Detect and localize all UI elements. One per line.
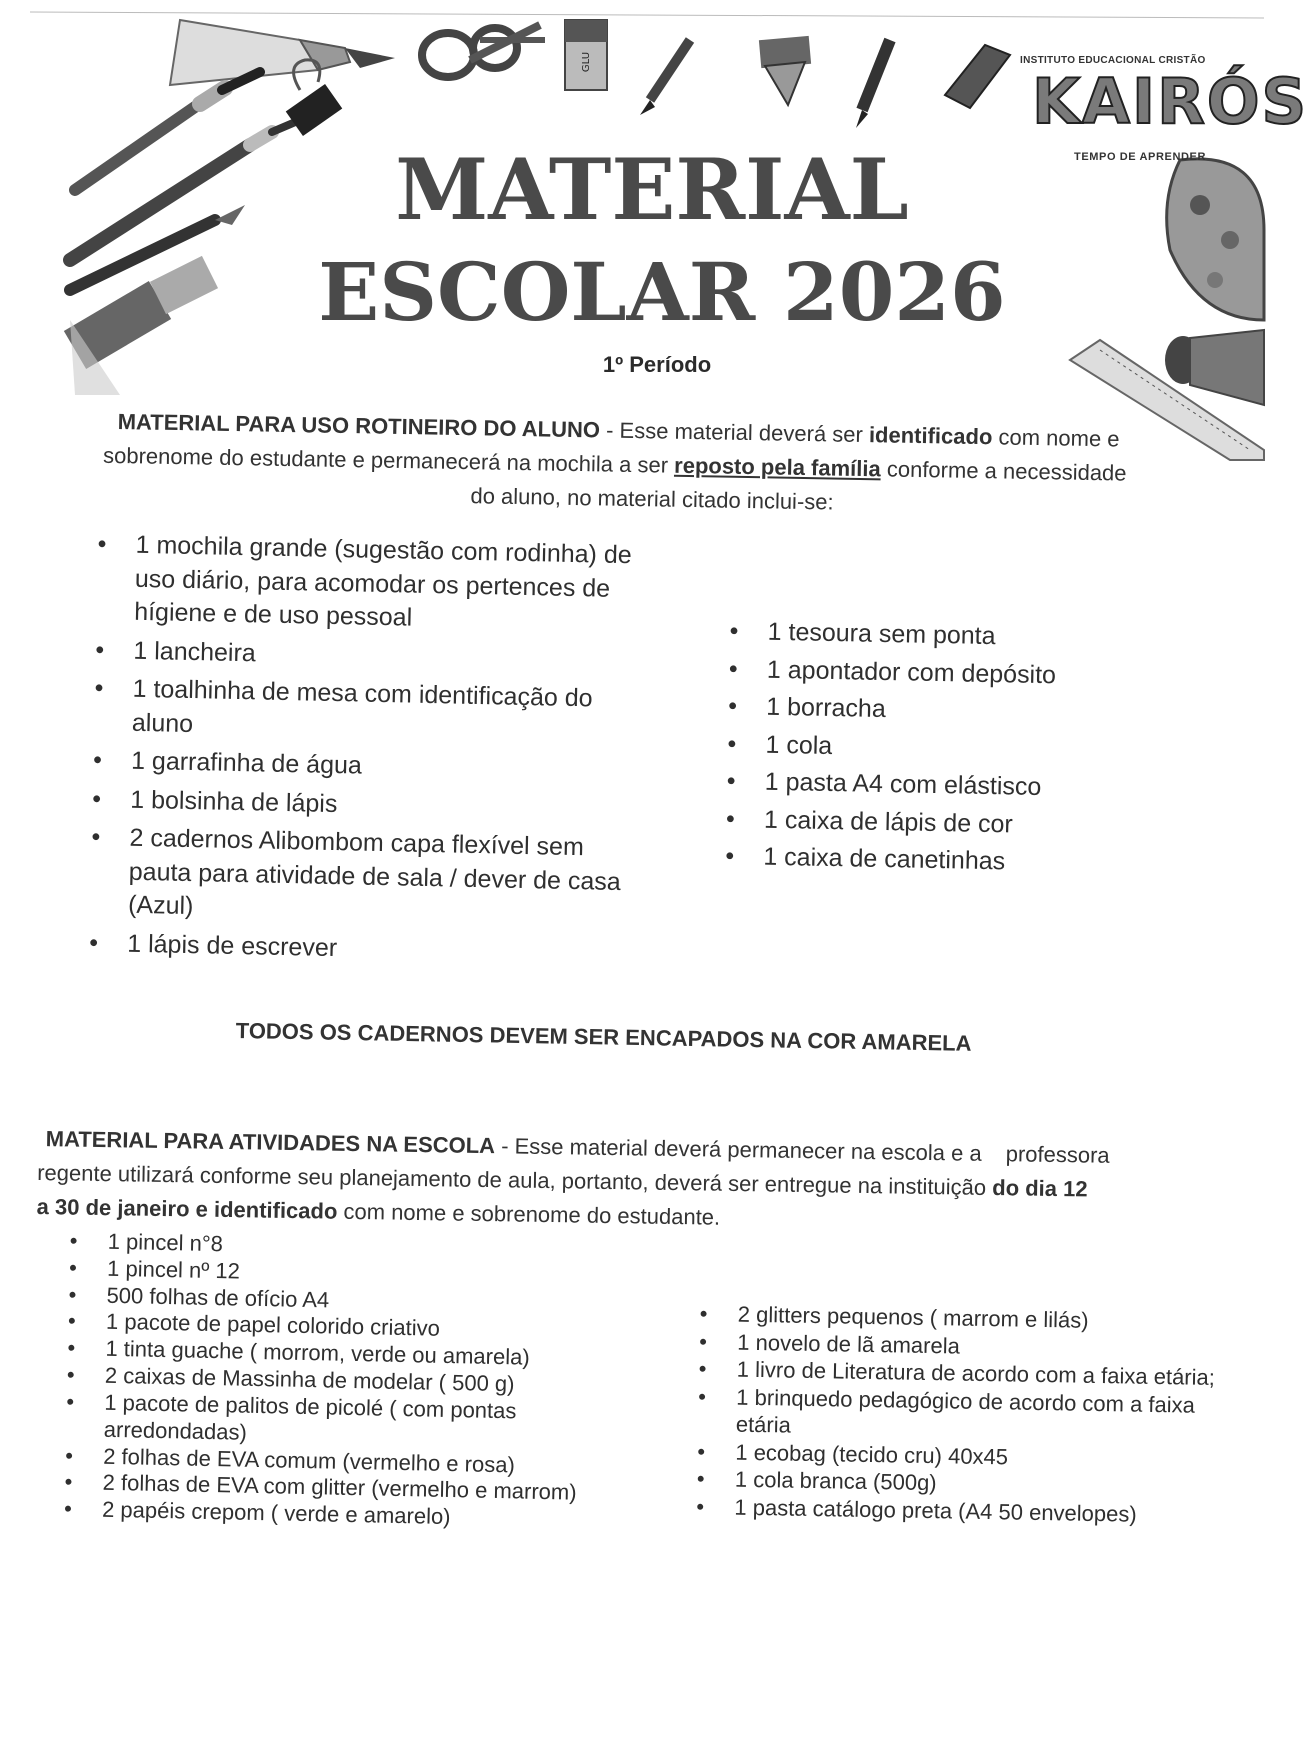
section1-left-list (89, 528, 658, 977)
list-item: • 500 folhas de ofício A4 (68, 1282, 628, 1321)
notebook-cover-notice: TODOS OS CADERNOS DEVEM SER ENCAPADOS NA COR AMARELA (235, 1018, 972, 1056)
list-item: • 1 bolsinha de lápis (92, 782, 653, 827)
section1-heading: MATERIAL PARA USO ROTINEIRO DO ALUNO (117, 408, 601, 443)
glue-stick-icon (565, 20, 607, 90)
section2-left-list (64, 1228, 630, 1535)
list-item: • 2 folhas de EVA com glitter (vermelho e marrom) (64, 1469, 624, 1508)
list-item: • 1 pasta catálogo preta (A4 50 envelopes) (696, 1492, 1216, 1529)
list-item: • 1 garrafinha de água (93, 744, 654, 789)
list-item: • 1 pasta A4 com elástisco (726, 765, 1187, 807)
list-item: • 1 pacote de papel colorido criativo (68, 1308, 628, 1347)
section1-intro: MATERIAL PARA USO ROTINEIRO DO ALUNO - Esse material deverá ser identificado com nome e sobrenome do estudante e permanecerá na mochila a ser reposto pela família conforme a necessidade do aluno, no material citado inclui-se: (102, 408, 1127, 515)
list-item: • 1 caixa de canetinhas (725, 840, 1186, 882)
list-item: • 1 borracha (728, 690, 1189, 732)
list-item: • 1 caixa de lápis de cor (726, 802, 1187, 844)
period-label: 1º Período (602, 352, 712, 377)
scissors-icon (422, 25, 545, 77)
section1-right-list (725, 615, 1190, 886)
list-item: • 1 apontador com depósito (729, 652, 1190, 694)
title-line1: MATERIAL (395, 140, 909, 239)
logo-name: KAIRÓS (1032, 65, 1308, 138)
section2-right-list (696, 1300, 1220, 1529)
list-item: • 1 brinquedo pedagógico de acordo com a faixa etária (698, 1382, 1219, 1446)
list-item: • 2 caixas de Massinha de modelar ( 500 g) (67, 1362, 627, 1401)
list-item: • 1 novelo de lã amarela (699, 1327, 1219, 1364)
crayon-icon (759, 36, 811, 105)
logo-institute-text: INSTITUTO EDUCACIONAL CRISTÃO (1020, 55, 1206, 66)
list-item: • 1 mochila grande (sugestão com rodinha) de uso diário, para acomodar os pertences de hígiene e de uso pessoal (96, 528, 658, 640)
list-item: • 1 pacote de palitos de picolé ( com pontas arredondadas) (66, 1389, 627, 1454)
section2-intro: MATERIAL PARA ATIVIDADES NA ESCOLA - Esse material deverá permanecer na escola e a professora regente utilizará conforme seu planejamento de aula, portanto, deverá ser entregue na instituição do dia 12 a 30 de janeiro e identificado com nome e sobrenome do estudante. (36, 1126, 1110, 1230)
list-item: • 2 cadernos Alibombom capa flexível sem pauta para atividade de sala / dever de casa (Azul) (90, 821, 652, 933)
list-item: • 1 ecobag (tecido cru) 40x45 (697, 1437, 1217, 1474)
list-item: • 1 cola (727, 727, 1188, 769)
list-item: • 1 tinta guache ( morrom, verde ou amarela) (67, 1335, 627, 1374)
list-item: • 1 pincel n°8 (69, 1228, 629, 1267)
logo-tagline: TEMPO DE APRENDER (1074, 151, 1207, 163)
list-item: • 1 livro de Literatura de acordo com a faixa etária; (699, 1355, 1219, 1392)
list-item: • 1 cola branca (500g) (697, 1465, 1217, 1502)
pencil-icon (640, 40, 690, 115)
list-item: • 1 lápis de escrever (89, 926, 650, 971)
list-item: • 2 glitters pequenos ( marrom e lilás) (700, 1300, 1220, 1337)
list-item: • 1 pincel nº 12 (69, 1255, 629, 1294)
svg-text:GLU: GLU (581, 51, 592, 73)
paint-tube-icon (170, 20, 395, 85)
list-item: • 2 folhas de EVA comum (vermelho e rosa) (65, 1443, 625, 1482)
list-item: • 1 lancheira (95, 633, 656, 678)
list-item: • 1 toalhinha de mesa com identificação do aluno (94, 672, 655, 751)
marker-icon (856, 40, 890, 128)
title-line2: ESCOLAR 2026 (318, 245, 1006, 339)
list-item: • 1 tesoura sem ponta (729, 615, 1190, 657)
list-item: • 2 papéis crepom ( verde e amarelo) (64, 1496, 624, 1535)
section2-heading: MATERIAL PARA ATIVIDADES NA ESCOLA (45, 1126, 496, 1159)
